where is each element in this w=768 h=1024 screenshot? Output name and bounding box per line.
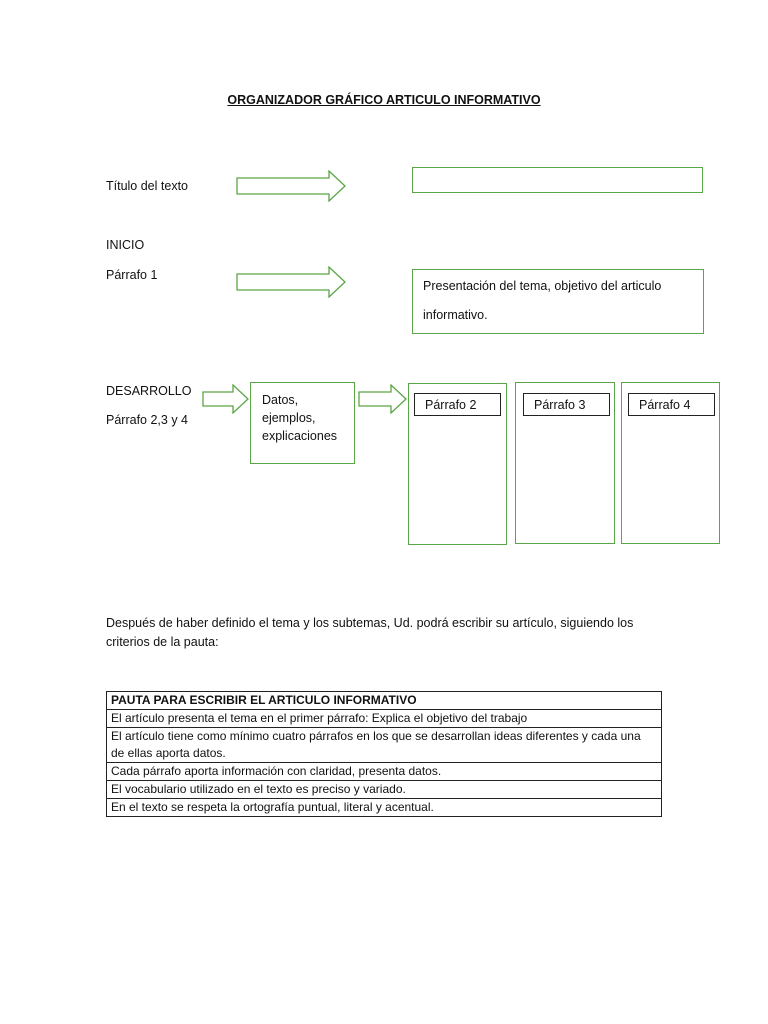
table-cell: El vocabulario utilizado en el texto es preciso y variado. (107, 781, 662, 799)
table-row (107, 728, 662, 763)
table-cell: El artículo presenta el tema en el primer párrafo: Explica el objetivo del trabajo (107, 710, 662, 728)
parrafo-2-label: Párrafo 2 (414, 393, 501, 416)
inicio-box-line1: Presentación del tema, objetivo del articulo (423, 279, 662, 293)
arrow-right-icon (236, 266, 348, 298)
intro-paragraph: Después de haber definido el tema y los subtemas, Ud. podrá escribir su artículo, siguiendo los criterios de la pauta: (106, 616, 634, 649)
table-cell: El artículo tiene como mínimo cuatro párrafos en los que se desarrollan ideas diferentes y cada una de ellas aporta datos. (107, 728, 662, 763)
arrow-right-icon (202, 384, 250, 414)
table-row (107, 763, 662, 781)
page-title: ORGANIZADOR GRÁFICO ARTICULO INFORMATIVO (227, 93, 541, 107)
titulo-box[interactable] (412, 167, 703, 193)
datos-line1: Datos, (262, 393, 299, 407)
datos-box[interactable] (250, 382, 355, 464)
table-row (107, 799, 662, 817)
desarrollo-label: DESARROLLO (106, 384, 192, 398)
table-header-cell: PAUTA PARA ESCRIBIR EL ARTICULO INFORMATIVO (107, 692, 662, 710)
datos-line3: explicaciones (262, 429, 338, 443)
parrafo-4-label: Párrafo 4 (628, 393, 715, 416)
inicio-sub-label: Párrafo 1 (106, 268, 158, 282)
datos-line2: ejemplos, (262, 411, 316, 425)
arrow-right-icon (236, 170, 348, 202)
desarrollo-sub-label: Párrafo 2,3 y 4 (106, 413, 188, 427)
table-cell: En el texto se respeta la ortografía puntual, literal y acentual. (107, 799, 662, 817)
table-cell: Cada párrafo aporta información con claridad, presenta datos. (107, 763, 662, 781)
inicio-box[interactable] (412, 269, 704, 334)
table-header-row (107, 692, 662, 710)
inicio-label: INICIO (106, 238, 145, 252)
arrow-right-icon (358, 384, 408, 414)
table-row (107, 781, 662, 799)
parrafo-3-label: Párrafo 3 (523, 393, 610, 416)
table-row (107, 710, 662, 728)
pauta-table (106, 691, 662, 817)
titulo-label: Título del texto (106, 179, 188, 193)
inicio-box-line2: informativo. (423, 308, 488, 322)
